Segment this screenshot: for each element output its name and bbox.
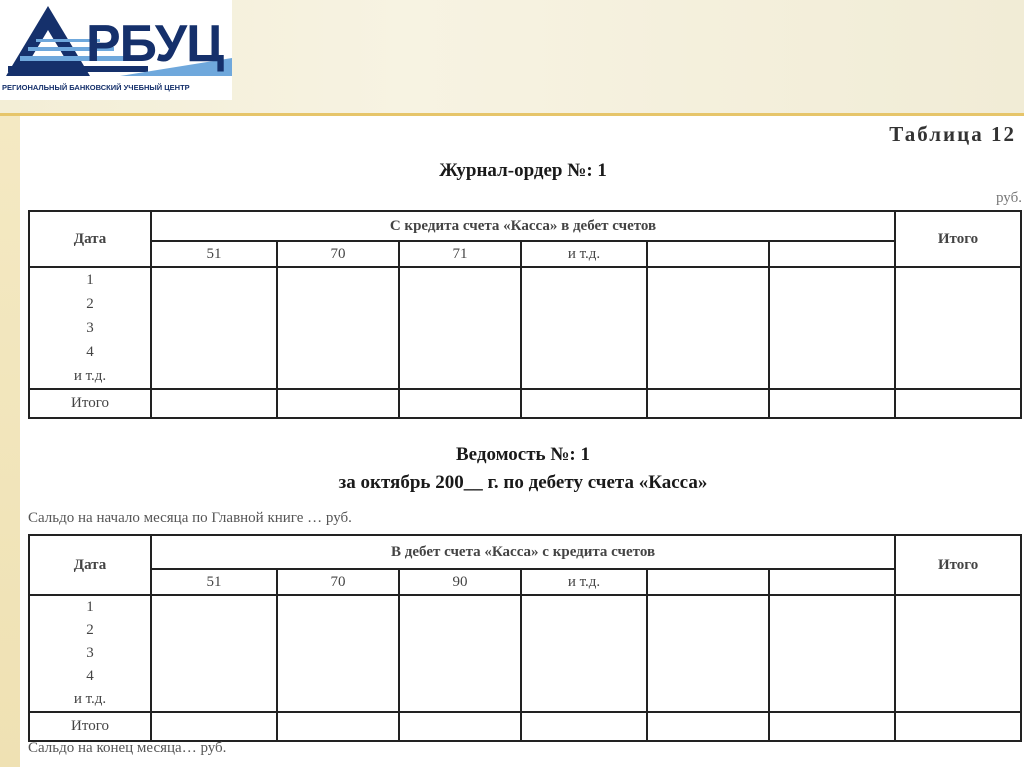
- date-row: 1: [86, 272, 94, 288]
- statement-table: [28, 534, 1022, 742]
- empty-cell: [895, 389, 1021, 418]
- date-row: 2: [86, 622, 94, 638]
- table-number: Таблица 12: [889, 122, 1016, 146]
- empty-cell: [769, 595, 895, 712]
- date-row: 2: [86, 296, 94, 312]
- date-row: и т.д.: [73, 368, 107, 384]
- date-row: 3: [86, 320, 94, 336]
- empty-cell: [647, 267, 769, 389]
- empty-cell: [151, 267, 277, 389]
- empty-cell: [521, 389, 647, 418]
- opening-balance: Сальдо на начало месяца по Главной книге … руб.: [28, 510, 352, 526]
- account-cell: [769, 569, 895, 595]
- header-group: С кредита счета «Касса» в дебет счетов: [151, 211, 895, 241]
- closing-balance: Сальдо на конец месяца… руб.: [28, 740, 227, 756]
- empty-cell: [151, 595, 277, 712]
- date-row: 1: [86, 599, 94, 615]
- journal-title: Журнал-ордер №: 1: [439, 160, 607, 181]
- footer-total-label: Итого: [29, 712, 151, 741]
- empty-cell: [399, 712, 521, 741]
- document-page: [22, 116, 1024, 767]
- empty-cell: [895, 595, 1021, 712]
- empty-cell: [769, 389, 895, 418]
- empty-cell: [277, 595, 399, 712]
- account-cell: 70: [277, 241, 399, 267]
- empty-cell: [521, 267, 647, 389]
- empty-cell: [277, 267, 399, 389]
- empty-cell: [151, 389, 277, 418]
- header-total: Итого: [895, 535, 1021, 595]
- account-cell: 90: [399, 569, 521, 595]
- dates-cell: [29, 267, 151, 389]
- empty-cell: [769, 267, 895, 389]
- journal-table: [28, 210, 1022, 419]
- empty-cell: [521, 712, 647, 741]
- empty-cell: [277, 389, 399, 418]
- logo-subtitle: РЕГИОНАЛЬНЫЙ БАНКОВСКИЙ УЧЕБНЫЙ ЦЕНТР: [2, 83, 190, 92]
- empty-cell: [399, 595, 521, 712]
- account-cell: 51: [151, 241, 277, 267]
- statement-subtitle: за октябрь 200__ г. по дебету счета «Касса»: [338, 472, 708, 493]
- empty-cell: [895, 267, 1021, 389]
- account-cell: и т.д.: [521, 241, 647, 267]
- header-total: Итого: [895, 211, 1021, 267]
- date-row: и т.д.: [73, 691, 107, 707]
- footer-total-label: Итого: [29, 389, 151, 418]
- empty-cell: [647, 595, 769, 712]
- empty-cell: [521, 595, 647, 712]
- account-cell: [647, 569, 769, 595]
- empty-cell: [151, 712, 277, 741]
- date-row: 3: [86, 645, 94, 661]
- header-group: В дебет счета «Касса» с кредита счетов: [151, 535, 895, 569]
- header-date: Дата: [29, 535, 151, 595]
- account-cell: 70: [277, 569, 399, 595]
- empty-cell: [399, 389, 521, 418]
- account-cell: [647, 241, 769, 267]
- units-label: руб.: [996, 190, 1022, 206]
- empty-cell: [895, 712, 1021, 741]
- account-cell: 71: [399, 241, 521, 267]
- empty-cell: [647, 712, 769, 741]
- empty-cell: [769, 712, 895, 741]
- left-decor-stripe: [0, 116, 20, 767]
- dates-cell: [29, 595, 151, 712]
- date-row: 4: [86, 344, 94, 360]
- account-cell: и т.д.: [521, 569, 647, 595]
- logo: [0, 0, 232, 100]
- statement-title: Ведомость №: 1: [455, 444, 591, 465]
- account-cell: 51: [151, 569, 277, 595]
- header-date: Дата: [29, 211, 151, 267]
- empty-cell: [399, 267, 521, 389]
- date-row: 4: [86, 668, 94, 684]
- logo-name: РБУЦ: [86, 15, 224, 73]
- empty-cell: [277, 712, 399, 741]
- account-cell: [769, 241, 895, 267]
- empty-cell: [647, 389, 769, 418]
